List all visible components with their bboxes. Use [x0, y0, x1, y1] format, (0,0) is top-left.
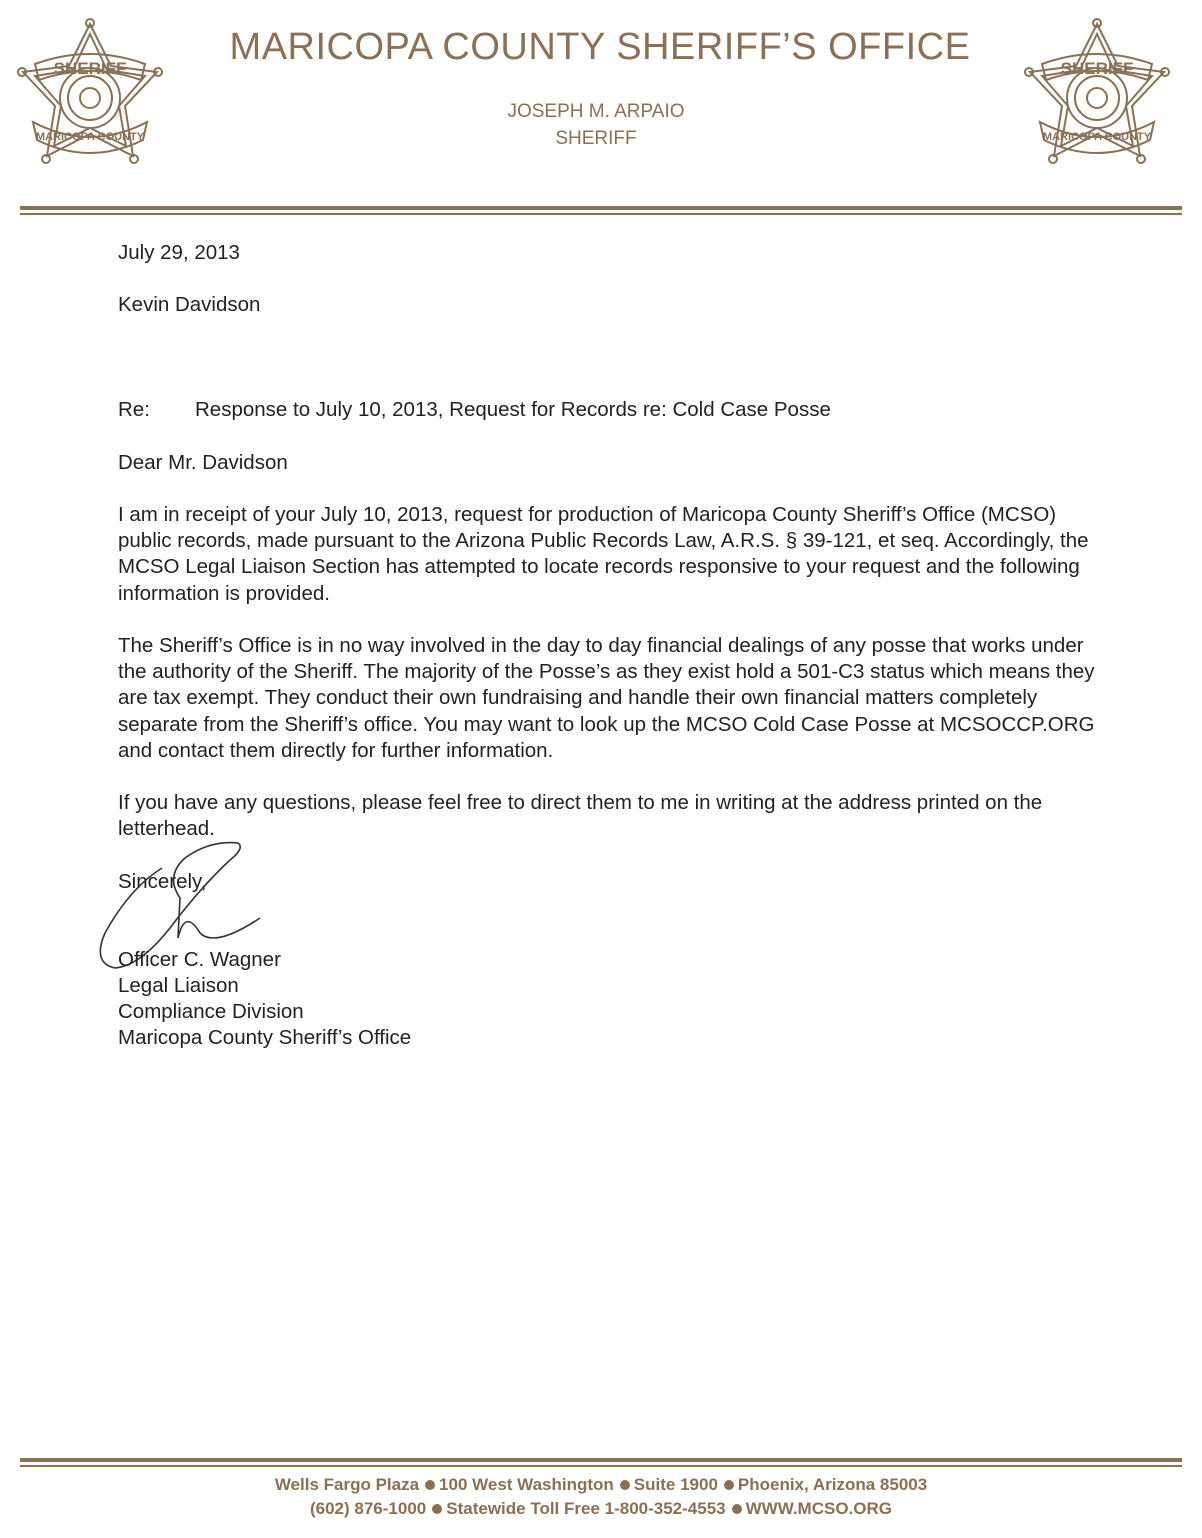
footer-suite: Suite 1900 [633, 1475, 718, 1494]
footer-divider-thin [20, 1465, 1182, 1467]
badge-bottom-text: MARICOPA COUNTY [35, 131, 145, 143]
footer-street: 100 West Washington [439, 1475, 614, 1494]
badge-top-text: SHERIFF [53, 59, 127, 78]
header-divider-thin [20, 213, 1182, 215]
footer-toll-free: Statewide Toll Free 1-800-352-4553 [446, 1499, 726, 1518]
re-label: Re: [118, 398, 150, 421]
bullet-icon [732, 1504, 742, 1514]
badge-bottom-text: MARICOPA COUNTY [1042, 131, 1152, 143]
bullet-icon [620, 1480, 630, 1490]
signer-office: Maricopa County Sheriff’s Office [118, 1026, 412, 1049]
badge-top-text: SHERIFF [1060, 59, 1134, 78]
sheriff-badge-icon [15, 16, 165, 188]
sheriff-name: JOSEPH M. ARPAIO [507, 101, 685, 122]
letter-recipient: Kevin Davidson [118, 293, 261, 316]
header-divider-thick [20, 206, 1182, 210]
footer-building: Wells Fargo Plaza [274, 1475, 420, 1494]
body-paragraph: If you have any questions, please feel free to direct them to me in writing at the address printed on the letterhead. [118, 791, 1043, 841]
re-subject: Response to July 10, 2013, Request for Records re: Cold Case Posse [195, 398, 831, 421]
bullet-icon [724, 1480, 734, 1490]
letterhead-title: MARICOPA COUNTY SHERIFF’S OFFICE [229, 26, 971, 68]
bullet-icon [432, 1504, 442, 1514]
sheriff-title: SHERIFF [555, 128, 637, 149]
footer-phone: (602) 876-1000 [309, 1499, 427, 1518]
signer-title: Legal Liaison [118, 974, 239, 997]
body-paragraph: The Sheriff’s Office is in no way involved in the day to day financial dealings of any posse that works under the authority of the Sheriff. The majority of the Posse’s as they exist hold a 501-C3 status which means they are tax exempt. They conduct their own fundraising and handle their own financial matters completely separate from the Sheriff’s office. You may want to look up the MCSO Cold Case Posse at MCSOCCP.ORG and contact them directly for further information. [118, 634, 1095, 762]
footer-city: Phoenix, Arizona 85003 [737, 1475, 928, 1494]
signer-division: Compliance Division [118, 1000, 304, 1023]
signer-name: Officer C. Wagner [118, 948, 281, 971]
letter-date: July 29, 2013 [118, 241, 240, 264]
salutation: Dear Mr. Davidson [118, 451, 288, 474]
footer-website: WWW.MCSO.ORG [745, 1499, 892, 1518]
body-paragraph: I am in receipt of your July 10, 2013, request for production of Maricopa County Sheriff’s Office (MCSO) public records, made pursuant to the Arizona Public Records Law, A.R.S. § 39-121, et seq. Accordingly, the MCSO Legal Liaison Section has attempted to locate records responsive to your request and the following information is provided. [118, 503, 1089, 605]
bullet-icon [425, 1480, 435, 1490]
closing: Sincerely, [118, 870, 207, 893]
footer-address [150, 1475, 1052, 1495]
sheriff-badge-icon [1022, 16, 1172, 188]
footer-divider-thick [20, 1458, 1182, 1462]
footer-contact [150, 1499, 1052, 1519]
